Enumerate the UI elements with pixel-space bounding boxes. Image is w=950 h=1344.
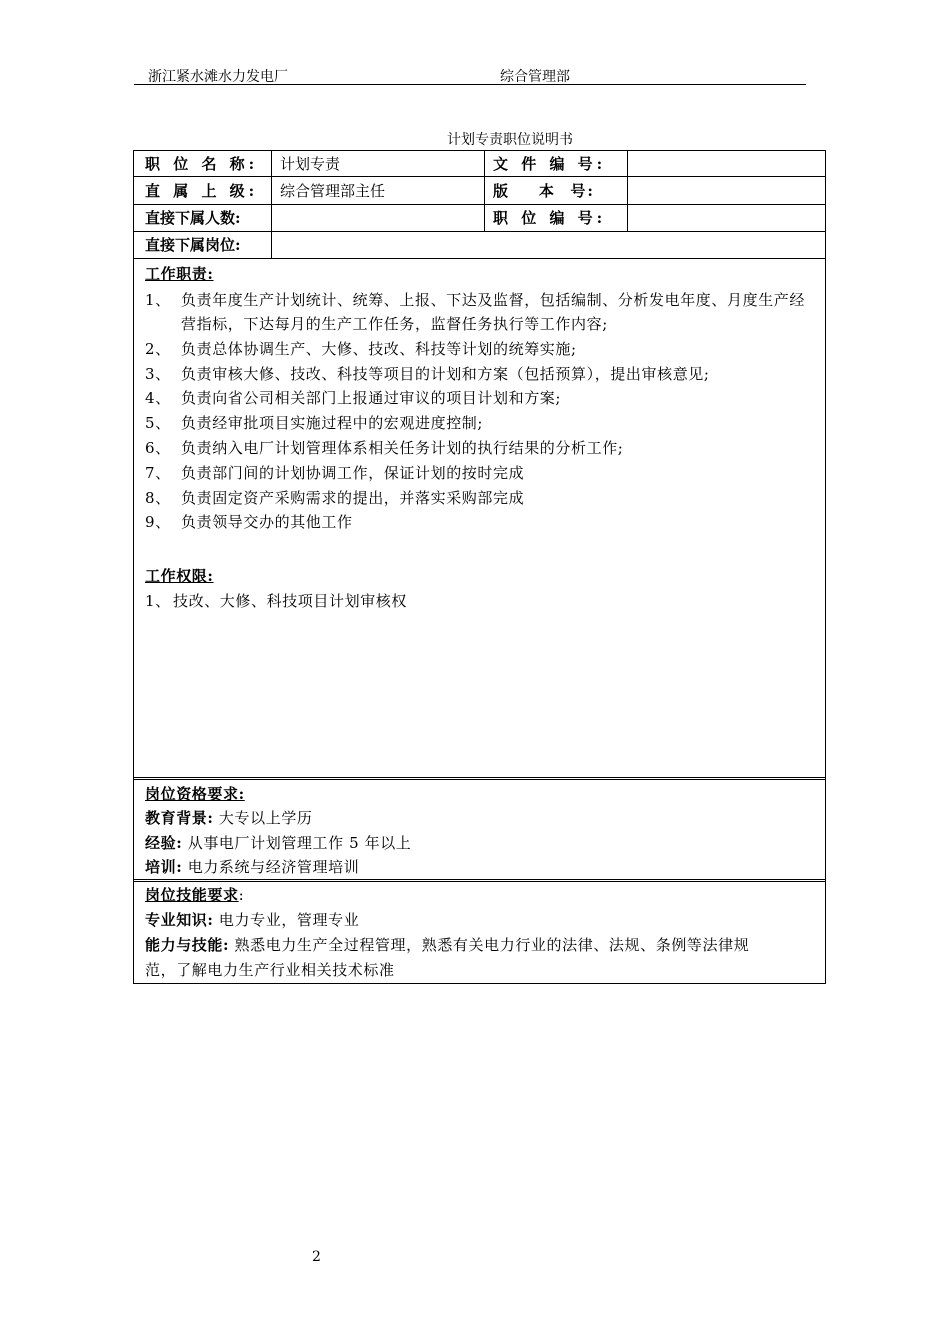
duty-item: 5、 负责经审批项目实施过程中的宏观进度控制; <box>145 414 484 432</box>
row-divider <box>133 204 826 205</box>
subordinate-positions-label: 直接下属岗位: <box>145 236 241 254</box>
education-row: 教育背景: 大专以上学历 <box>145 809 313 827</box>
row-divider <box>133 231 826 232</box>
column-divider <box>484 150 485 232</box>
row-divider <box>133 258 826 259</box>
subordinates-count-label: 直接下属人数: <box>145 209 241 227</box>
section-divider <box>133 879 826 882</box>
ability-row-continued: 范，了解电力生产行业相关技术标准 <box>145 961 395 979</box>
doc-no-label: 文 件 编 号: <box>493 155 607 173</box>
knowledge-row: 专业知识: 电力专业，管理专业 <box>145 911 360 929</box>
duty-item: 8、 负责固定资产采购需求的提出，并落实采购部完成 <box>145 489 525 507</box>
position-name-label: 职 位 名 称: <box>145 155 259 173</box>
duties-title: 工作职责: <box>145 265 214 283</box>
position-name-value: 计划专责 <box>280 155 341 173</box>
duty-item-continued: 营指标，下达每月的生产工作任务，监督任务执行等工作内容; <box>181 315 608 333</box>
duty-item: 1、 负责年度生产计划统计、统筹、上报、下达及监督，包括编制、分析发电年度、月度生产经 <box>145 291 806 309</box>
duty-item: 7、 负责部门间的计划协调工作，保证计划的按时完成 <box>145 464 525 482</box>
section-divider <box>133 777 826 780</box>
qualifications-title: 岗位资格要求: <box>145 785 245 803</box>
experience-row: 经验: 从事电厂计划管理工作 5 年以上 <box>145 834 412 852</box>
header-department: 综合管理部 <box>500 69 570 85</box>
superior-value: 综合管理部主任 <box>280 182 386 200</box>
superior-label: 直 属 上 级: <box>145 182 259 200</box>
training-row: 培训: 电力系统与经济管理培训 <box>145 858 360 876</box>
duty-item: 3、 负责审核大修、技改、科技等项目的计划和方案（包括预算），提出审核意见; <box>145 365 710 383</box>
row-divider <box>133 176 826 177</box>
page-number: 2 <box>312 1249 321 1265</box>
duty-item: 6、 负责纳入电厂计划管理体系相关任务计划的执行结果的分析工作; <box>145 439 624 457</box>
header-rule <box>134 84 806 85</box>
authority-title: 工作权限: <box>145 567 214 585</box>
authority-item: 1、 技改、大修、科技项目计划审核权 <box>145 592 408 610</box>
column-divider <box>627 150 628 232</box>
duty-item: 9、 负责领导交办的其他工作 <box>145 513 353 531</box>
document-title: 计划专责职位说明书 <box>447 132 573 148</box>
ability-row: 能力与技能: 熟悉电力生产全过程管理，熟悉有关电力行业的法律、法规、条例等法律规 <box>145 936 750 954</box>
duty-item: 4、 负责向省公司相关部门上报通过审议的项目计划和方案; <box>145 389 562 407</box>
position-no-label: 职 位 编 号: <box>493 209 607 227</box>
version-label: 版 本 号: <box>493 182 595 200</box>
header-company: 浙江紧水滩水力发电厂 <box>148 69 288 85</box>
column-divider <box>271 150 272 259</box>
duty-item: 2、 负责总体协调生产、大修、技改、科技等计划的统筹实施; <box>145 340 577 358</box>
skills-title: 岗位技能要求: <box>145 886 245 904</box>
